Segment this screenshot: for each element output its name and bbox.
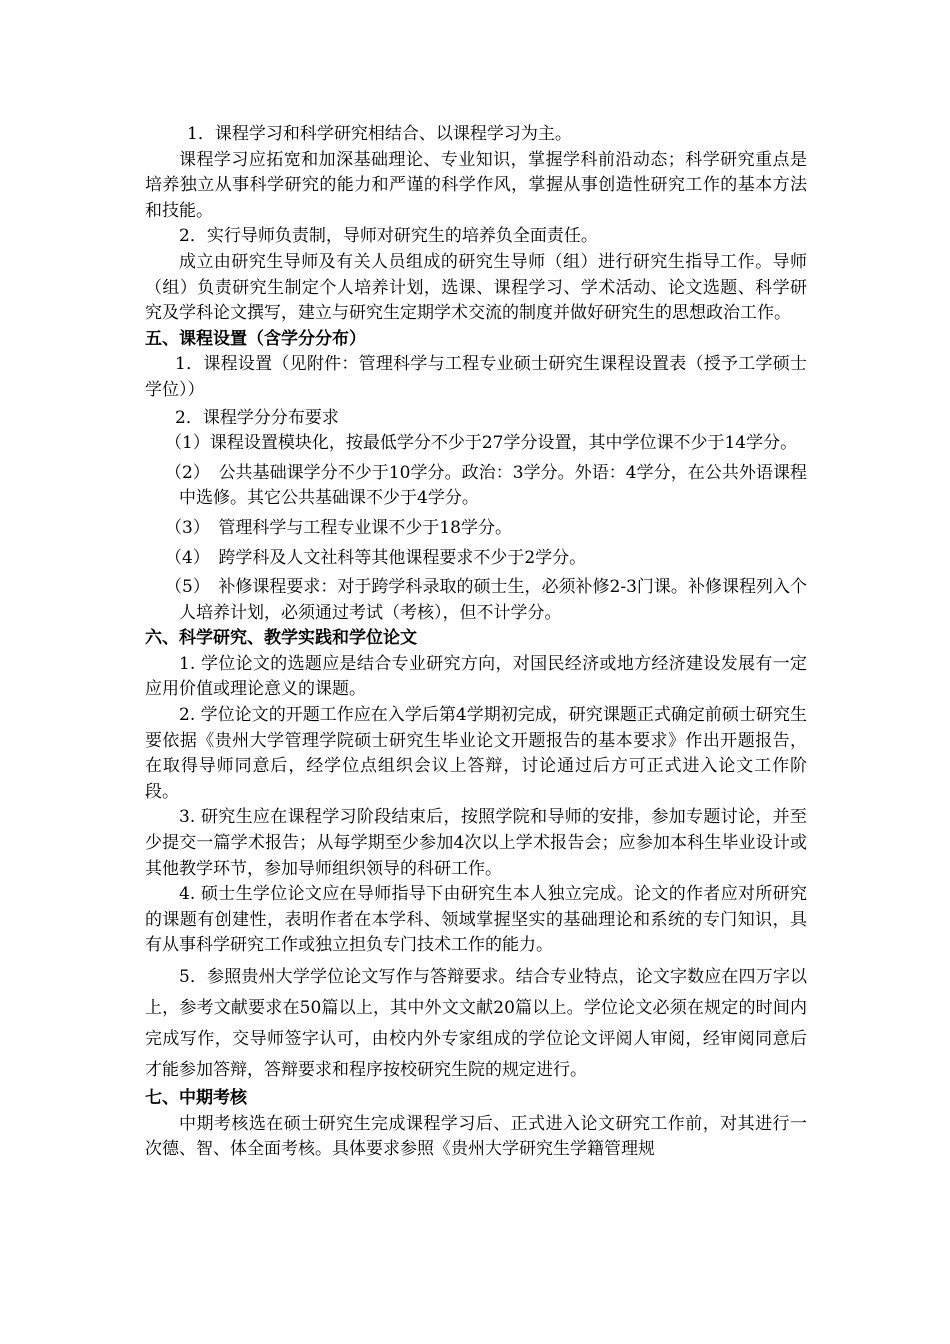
mid-term-body: 中期考核选在硕士研究生完成课程学习后、正式进入论文研究工作前，对其进行一次德、智、体全面考核。具体要求参照《贵州大学研究生学籍管理规 bbox=[145, 1113, 807, 1160]
item-1-body: 课程学习应拓宽和加深基础理论、专业知识，掌握学科前沿动态；科学研究重点是培养独立从事科学研究的能力和严谨的科学作风，掌握从事创造性研究工作的基本方法和技能。 bbox=[145, 149, 807, 221]
credit-item-1: （1）课程设置模块化，按最低学分不少于27学分设置，其中学位课不少于14学分。 bbox=[165, 433, 798, 454]
item-2-body: 成立由研究生导师及有关人员组成的研究生导师（组）进行研究生指导工作。导师（组）负责研究生制定个人培养计划，选课、课程学习、学术活动、论文选题、科学研究及学科论文撰写，建立与研究生定期学术交流的制度并做好研究生的思想政治工作。 bbox=[145, 251, 807, 324]
course-setup-item: 1．课程设置（见附件：管理科学与工程专业硕士研究生课程设置表（授予工学硕士学位）） bbox=[145, 354, 807, 400]
credit-item-3: （3） 管理科学与工程专业课不少于18学分。 bbox=[165, 517, 512, 538]
credit-item-2: （2） 公共基础课学分不少于10学分。政治：3学分。外语：4学分，在公共外语课程中选修。其它公共基础课不少于4学分。 bbox=[165, 462, 807, 509]
thesis-item-1: 1. 学位论文的选题应是结合专业研究方向，对国民经济或地方经济建设发展有一定应用价值或理论意义的课题。 bbox=[145, 653, 807, 700]
thesis-item-3: 3. 研究生应在课程学习阶段结束后，按照学院和导师的安排，参加专题讨论，并至少提交一篇学术报告；从每学期至少参加4次以上学术报告会；应参加本科生毕业设计或其他教学环节，参加导师组织领导的科研工作。 bbox=[145, 807, 807, 879]
section-five-heading: 五、课程设置（含学分分布） bbox=[145, 328, 366, 349]
credit-item-4: （4） 跨学科及人文社科等其他课程要求不少于2学分。 bbox=[165, 547, 587, 568]
credit-requirements-heading: 2．课程学分分布要求 bbox=[175, 407, 339, 428]
section-six-heading: 六、科学研究、教学实践和学位论文 bbox=[145, 628, 417, 649]
thesis-item-4: 4. 硕士生学位论文应在导师指导下由研究生本人独立完成。论文的作者应对所研究的课题有创建性，表明作者在本学科、领域掌握坚实的基础理论和系统的专门知识，具有从事科学研究工作或独立担负专门技术工作的能力。 bbox=[145, 884, 807, 956]
document-page bbox=[145, 122, 807, 1163]
item-1-heading: 1．课程学习和科学研究相结合、以课程学习为主。 bbox=[187, 124, 572, 144]
section-seven-heading: 七、中期考核 bbox=[145, 1088, 247, 1108]
item-2-heading: 2．实行导师负责制，导师对研究生的培养负全面责任。 bbox=[179, 226, 598, 247]
thesis-item-2: 2. 学位论文的开题工作应在入学后第4学期初完成，研究课题正式确定前硕士研究生要依据《贵州大学管理学院硕士研究生毕业论文开题报告的基本要求》作出开题报告，在取得导师同意后，经学位点组织会议上答辩，讨论通过后方可正式进入论文工作阶段。 bbox=[145, 705, 807, 802]
thesis-item-5: 5．参照贵州大学学位论文写作与答辩要求。结合专业特点，论文字数应在四万字以上，参考文献要求在50篇以上，其中外文文献20篇以上。学位论文必须在规定的时间内完成写作，交导师签字认可，由校内外专家组成的学位论文评阅人审阅，经审阅同意后才能参加答辩，答辩要求和程序按校研究生院的规定进行。 bbox=[145, 967, 807, 1080]
credit-item-5: （5） 补修课程要求：对于跨学科录取的硕士生，必须补修2-3门课。补修课程列入个人培养计划，必须通过考试（考核），但不计学分。 bbox=[165, 577, 807, 623]
